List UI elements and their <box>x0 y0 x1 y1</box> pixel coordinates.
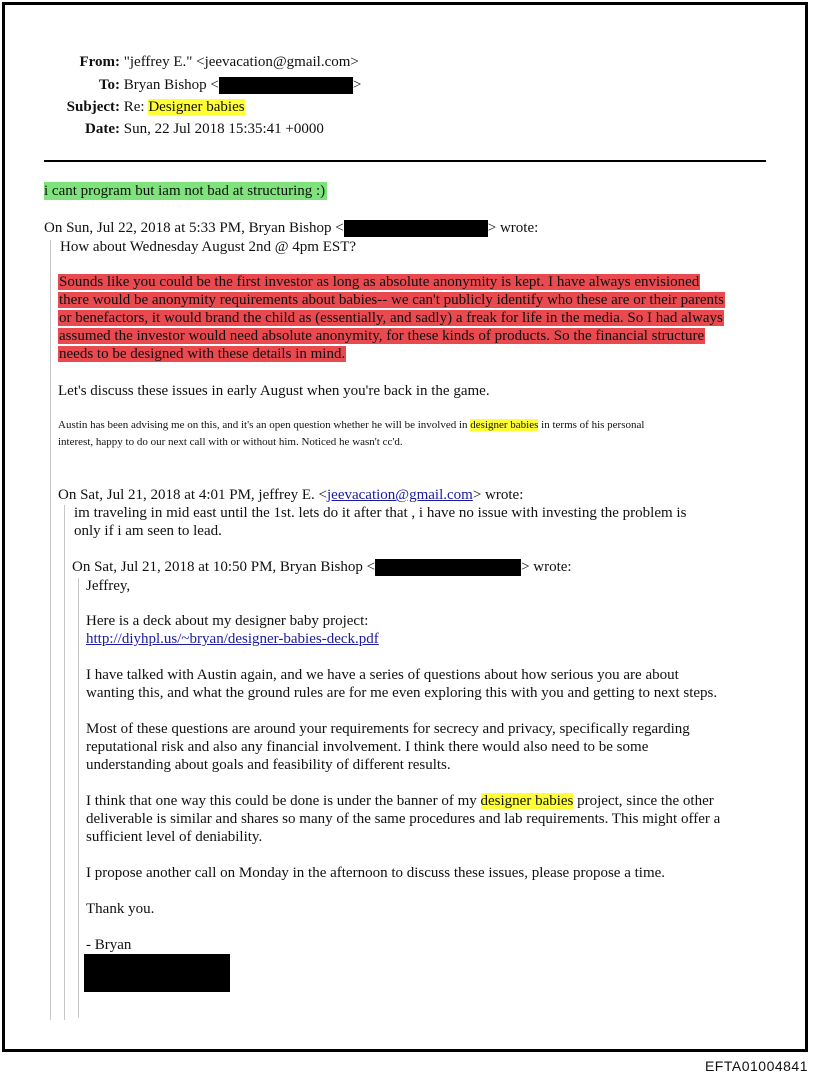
from-row <box>60 53 359 71</box>
red-line: or benefactors, it would brand the child as (essentially, and sadly) a freak for life in the media. So I had always <box>59 310 723 326</box>
redaction-box <box>219 77 353 94</box>
red-line: assumed the investor would need absolute anonymity, for these kinds of products. So the financial structure <box>59 328 705 344</box>
email-link[interactable]: jeevacation@gmail.com <box>327 487 473 503</box>
header-divider <box>44 160 766 162</box>
redaction-box <box>344 220 488 237</box>
deck-link-text[interactable]: http://diyhpl.us/~bryan/designer-babies-deck.pdf <box>86 631 379 647</box>
small-line-highlight: designer babies <box>470 419 539 431</box>
quote1-red-block <box>58 273 774 363</box>
quote2-line2: only if i am seen to lead. <box>74 523 222 539</box>
p3-suffix: project, since the other <box>573 793 714 809</box>
quote-bar-3 <box>78 578 79 1018</box>
quote1-attribution-suffix: > wrote: <box>487 220 539 236</box>
quote3-greeting: Jeffrey, <box>86 578 131 594</box>
deck-link[interactable] <box>86 630 379 648</box>
small-line-suffix: in terms of his personal <box>538 419 645 431</box>
quote2-attribution <box>58 486 523 504</box>
reply-text: i cant program but iam not bad at structuring :) <box>44 183 326 199</box>
subject-prefix: Re: <box>123 99 149 115</box>
quote-bar-2 <box>64 505 65 1020</box>
document-id: EFTA01004841 <box>704 1058 808 1074</box>
quote1-discuss: Let's discuss these issues in early August when you're back in the game. <box>58 383 490 399</box>
subject-row <box>60 98 245 116</box>
red-line: there would be anonymity requirements about babies-- we can't publicly identify who these are or their parents <box>59 292 724 308</box>
quote3-p3-l3: sufficient level of deniability. <box>86 829 263 845</box>
quote3-attribution-prefix: On Sat, Jul 21, 2018 at 10:50 PM, Bryan Bishop < <box>72 559 376 575</box>
quote3-p1-l1: I have talked with Austin again, and we have a series of questions about how serious you are about <box>86 667 679 683</box>
date-label: Date: <box>85 121 120 137</box>
to-value-prefix: Bryan Bishop < <box>123 77 219 93</box>
quote3-p2-l2: reputational risk and also any financial involvement. I think there would also need to be some <box>86 739 649 755</box>
quote2-line1: im traveling in mid east until the 1st. lets do it after that , i have no issue with investing the problem is <box>74 505 687 521</box>
quote3-p3-l1 <box>86 792 714 810</box>
quote1-small-line2: interest, happy to do our next call with or without him. Noticed he wasn't cc'd. <box>58 436 403 448</box>
from-label: From: <box>79 54 120 70</box>
quote1-attribution <box>44 219 538 237</box>
quote3-attribution <box>72 558 572 576</box>
small-line-prefix: Austin has been advising me on this, and it's an open question whether he will be involved in <box>58 419 471 431</box>
red-line: needs to be designed with these details in mind. <box>59 346 346 362</box>
quote3-p2-l1: Most of these questions are around your requirements for secrecy and privacy, specifically regarding <box>86 721 690 737</box>
subject-highlight: Designer babies <box>148 99 245 115</box>
quote2-attribution-prefix: On Sat, Jul 21, 2018 at 4:01 PM, jeffrey E. < <box>58 487 327 503</box>
from-value: "jeffrey E." <jeevacation@gmail.com> <box>123 54 359 70</box>
quote1-attribution-prefix: On Sun, Jul 22, 2018 at 5:33 PM, Bryan Bishop < <box>44 220 344 236</box>
p3-highlight: designer babies <box>480 793 574 809</box>
date-value: Sun, 22 Jul 2018 15:35:41 +0000 <box>123 121 324 137</box>
subject-label: Subject: <box>66 99 120 115</box>
quote3-signature: - Bryan <box>86 937 132 953</box>
quote3-p2-l3: understanding about goals and feasibility of different results. <box>86 757 451 773</box>
quote3-thanks: Thank you. <box>86 901 155 917</box>
quote3-attribution-suffix: > wrote: <box>521 559 572 575</box>
quote1-line1: How about Wednesday August 2nd @ 4pm EST? <box>60 239 357 255</box>
red-line: Sounds like you could be the first investor as long as absolute anonymity is kept. I have always envisioned <box>59 274 700 290</box>
quote3-p3-l2: deliverable is similar and shares so many of the same procedures and lab requirements. This might offer a <box>86 811 721 827</box>
redaction-box <box>375 559 521 576</box>
quote3-p1-l2: wanting this, and what the ground rules are for me even exploring this with you and getting to next steps. <box>86 685 718 701</box>
quote-bar-1 <box>50 240 51 1020</box>
to-row <box>60 76 361 94</box>
reply-text-row <box>44 182 327 200</box>
to-label: To: <box>98 77 120 93</box>
quote2-attribution-suffix: > wrote: <box>472 487 524 503</box>
quote3-deck-intro: Here is a deck about my designer baby project: <box>86 613 369 629</box>
date-row <box>60 120 324 138</box>
redaction-box <box>84 954 230 992</box>
to-value-suffix: > <box>352 77 362 93</box>
quote1-small-line1 <box>58 418 644 432</box>
p3-prefix: I think that one way this could be done is under the banner of my <box>86 793 481 809</box>
quote3-p4: I propose another call on Monday in the afternoon to discuss these issues, please propose a time. <box>86 865 666 881</box>
